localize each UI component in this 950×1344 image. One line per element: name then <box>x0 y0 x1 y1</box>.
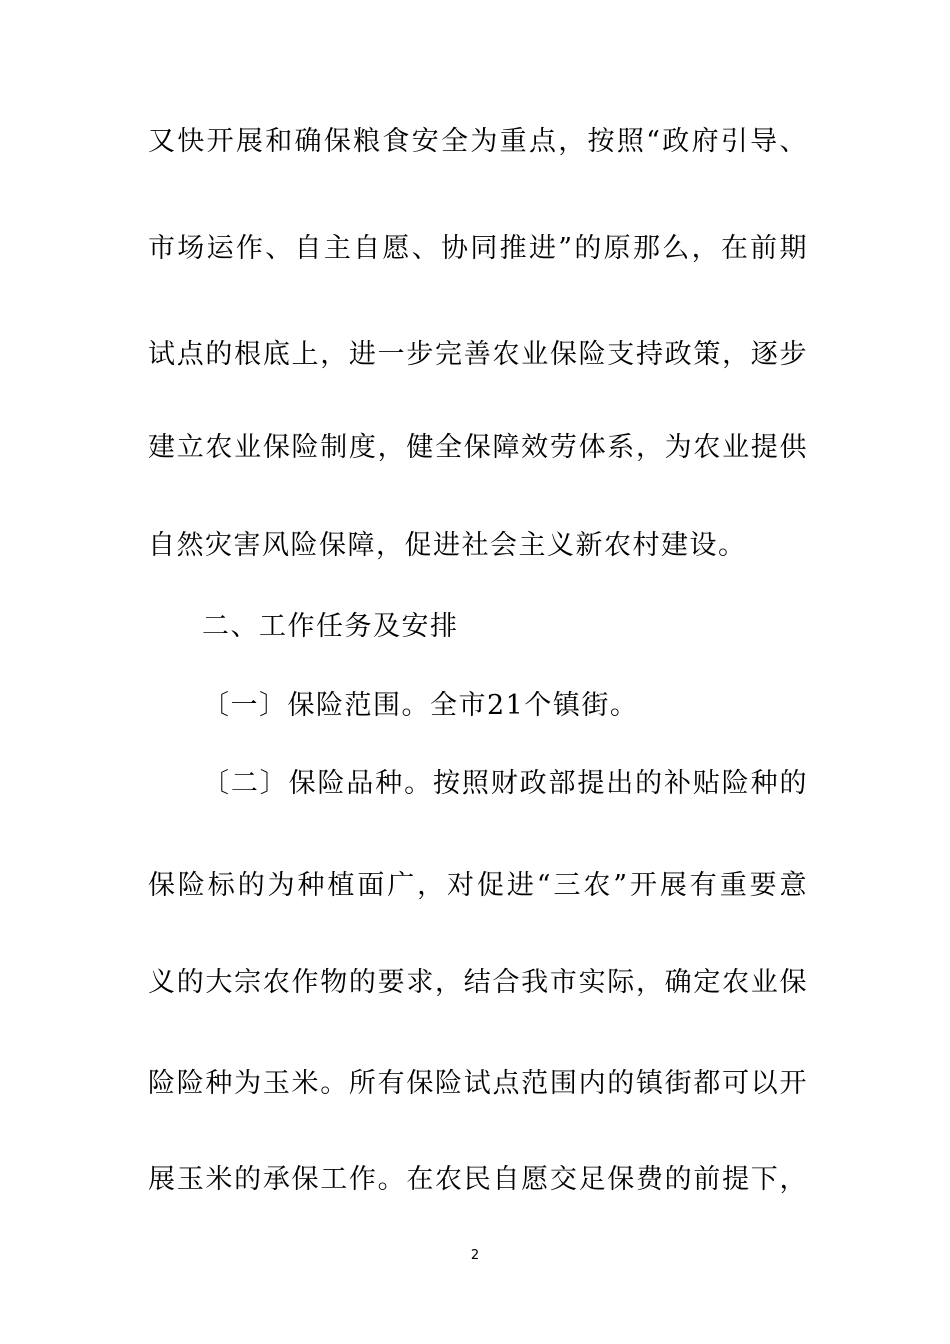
paragraph-scope: 〔一〕保险范围。全市21个镇街。 <box>202 690 639 721</box>
paragraph-line-11: 险险种为玉米。所有保险试点范围内的镇街都可以开 <box>148 1068 808 1099</box>
paragraph-line-9: 保险标的为种植面广，对促进“三农”开展有重要意 <box>148 870 808 901</box>
paragraph-line-5: 自然灾害风险保障，促进社会主义新农村建设。 <box>148 530 747 561</box>
paragraph-line-12: 展玉米的承保工作。在农民自愿交足保费的前提下， <box>148 1164 808 1195</box>
paragraph-line-3: 试点的根底上，进一步完善农业保险支持政策，逐步 <box>148 339 808 370</box>
paragraph-line-1: 又快开展和确保粮食安全为重点，按照“政府引导、 <box>148 126 808 157</box>
paragraph-line-4: 建立农业保险制度，健全保障效劳体系，为农业提供 <box>148 432 808 463</box>
paragraph-line-10: 义的大宗农作物的要求，结合我市实际，确定农业保 <box>148 967 808 998</box>
section-heading: 二、工作任务及安排 <box>202 611 459 642</box>
page-number: 2 <box>470 1248 480 1263</box>
paragraph-line-8: 〔二〕保险品种。按照财政部提出的补贴险种的 <box>202 768 808 799</box>
paragraph-line-2: 市场运作、自主自愿、协同推进”的原那么，在前期 <box>148 233 808 264</box>
